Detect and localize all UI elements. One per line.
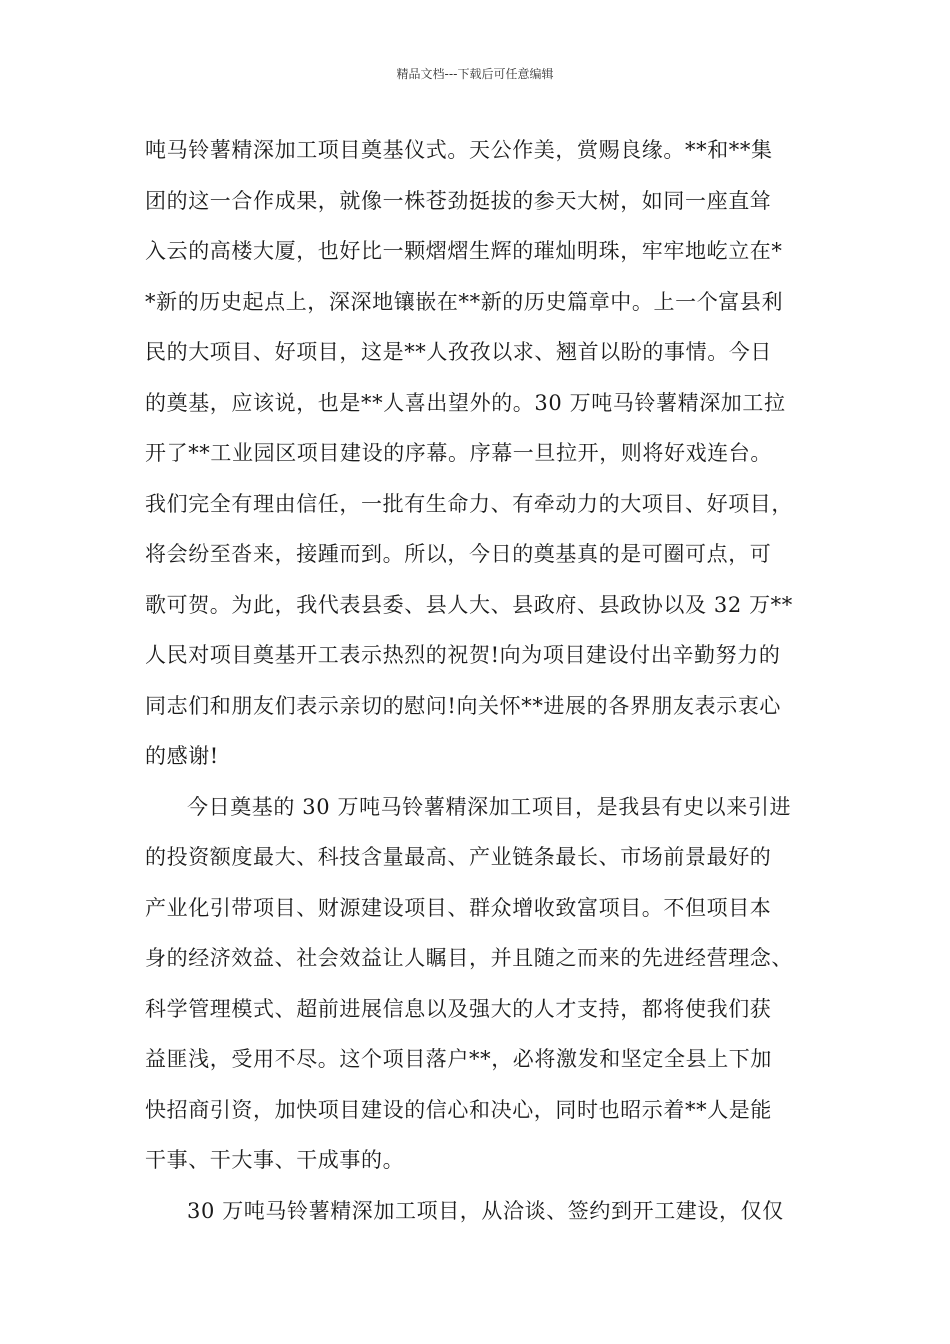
- page-header: 精品文档---下载后可任意编辑: [396, 67, 554, 81]
- document-body: [145, 125, 825, 1236]
- text-line: 我们完全有理由信任，一批有生命力、有牵动力的大项目、好项目，: [145, 491, 793, 516]
- text-line: 今日奠基的 30 万吨马铃薯精深加工项目，是我县有史以来引进: [187, 794, 792, 819]
- text-line: 干事、干大事、干成事的。: [145, 1148, 405, 1172]
- text-line: 团的这一合作成果，就像一株苍劲挺拔的参天大树，如同一座直耸: [145, 188, 772, 213]
- paragraph-2: [145, 782, 825, 1186]
- text-line: 快招商引资，加快项目建设的信心和决心，同时也昭示着**人是能: [145, 1097, 772, 1122]
- text-line: 益匪浅，受用不尽。这个项目落户**，必将激发和坚定全县上下加: [145, 1047, 772, 1071]
- text-line: 的投资额度最大、科技含量最高、产业链条最长、市场前景最好的: [145, 845, 772, 869]
- text-line: 民的大项目、好项目，这是**人孜孜以求、翘首以盼的事情。今日: [145, 340, 772, 364]
- text-line: *新的历史起点上，深深地镶嵌在**新的历史篇章中。上一个富县利: [145, 289, 784, 314]
- paragraph-3: [145, 1186, 825, 1237]
- paragraph-1: [145, 125, 825, 782]
- text-line: 产业化引带项目、财源建设项目、群众增收致富项目。不但项目本: [145, 895, 772, 920]
- text-line: 入云的高楼大厦，也好比一颗熠熠生辉的璀灿明珠，牢牢地屹立在*: [145, 239, 783, 263]
- text-line: 歌可贺。为此，我代表县委、县人大、县政府、县政协以及 32 万**: [145, 592, 793, 617]
- text-line: 30 万吨马铃薯精深加工项目，从洽谈、签约到开工建设，仅仅: [187, 1198, 784, 1223]
- text-line: 身的经济效益、社会效益让人瞩目，并且随之而来的先进经营理念、: [145, 946, 793, 970]
- text-line: 的奠基，应该说，也是**人喜出望外的。30 万吨马铃薯精深加工拉: [145, 390, 786, 415]
- text-line: 吨马铃薯精深加工项目奠基仪式。天公作美，赏赐良缘。**和**集: [145, 138, 773, 162]
- text-line: 将会纷至沓来，接踵而到。所以，今日的奠基真的是可圈可点，可: [145, 542, 772, 566]
- text-line: 开了**工业园区项目建设的序幕。序幕一旦拉开，则将好戏连台。: [145, 441, 772, 465]
- text-line: 科学管理模式、超前进展信息以及强大的人才支持，都将使我们获: [145, 996, 772, 1021]
- text-line: 的感谢!: [145, 744, 219, 768]
- text-line: 人民对项目奠基开工表示热烈的祝贺!向为项目建设付出辛勤努力的: [145, 643, 781, 667]
- text-line: 同志们和朋友们表示亲切的慰问!向关怀**进展的各界朋友表示衷心: [145, 693, 782, 718]
